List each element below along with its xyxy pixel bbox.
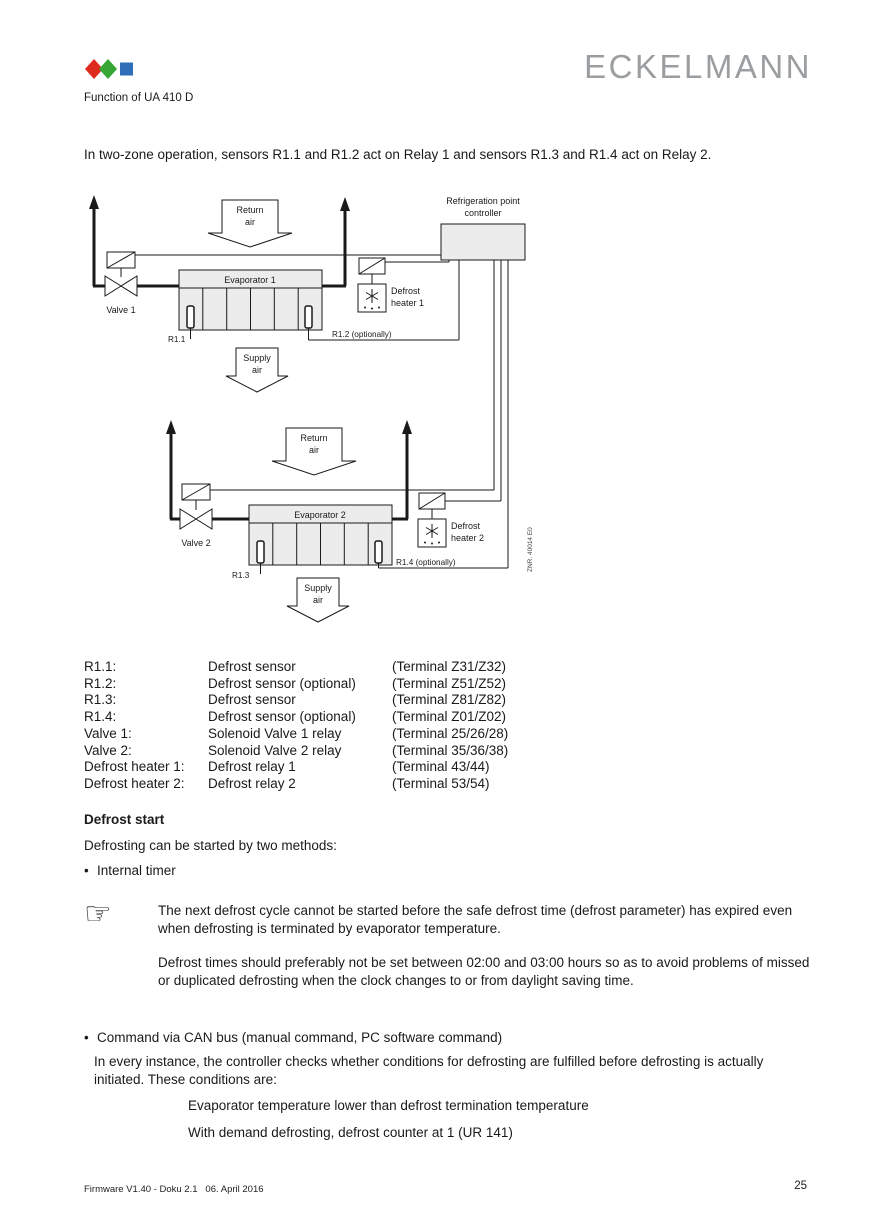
bullet-can-bus-label: Command via CAN bus (manual command, PC software command) — [97, 1030, 503, 1045]
bullet-can-bus — [84, 1030, 502, 1045]
zone2-evaporator-label: Evaporator 2 — [294, 510, 346, 520]
zone1-return-air-arrow — [208, 200, 292, 247]
legend-key: R1.4: — [84, 709, 117, 725]
zone2-liquid-pipe — [166, 420, 180, 519]
zone1-defrost-heater-symbol — [358, 284, 386, 312]
logo-green-diamond-icon — [99, 59, 117, 79]
zone2-defrost-heater-relay — [419, 493, 445, 519]
drawing-number-label: ZNR. 40014 E0 — [527, 527, 534, 572]
two-zone-refrigeration-diagram — [84, 190, 554, 635]
intro-paragraph: In two-zone operation, sensors R1.1 and R1.2 act on Relay 1 and sensors R1.3 and R1.4 act on Relay 2. — [84, 147, 712, 162]
zone1-supply-air-label2: air — [251, 365, 263, 375]
zone1-evaporator-box — [179, 270, 322, 330]
legend-desc: Defrost sensor — [208, 659, 296, 674]
legend-desc: Defrost sensor — [208, 692, 296, 708]
zone1-sensor1-label: R1.1 — [168, 335, 186, 344]
bullet-internal-timer — [84, 863, 176, 878]
signal-legend — [84, 659, 508, 793]
legend-terminal: (Terminal Z81/Z82) — [392, 692, 507, 708]
zone2-return-air-label2: air — [308, 445, 320, 455]
zone1-solenoid-valve-symbol — [105, 276, 179, 296]
legend-terminal: (Terminal Z51/Z52) — [392, 675, 507, 691]
defrost-methods-intro: Defrosting can be started by two methods: — [84, 838, 337, 853]
eckelmann-logo-icon — [84, 56, 136, 82]
zone1-supply-air-label: Supply — [243, 353, 271, 363]
zone1-heater-label2: heater 1 — [391, 298, 425, 308]
zone1-sensor-r12-icon — [305, 306, 312, 328]
legend-desc: Solenoid Valve 2 relay — [208, 742, 342, 758]
zone2-heater-label: Defrost — [451, 521, 481, 531]
bullet-internal-timer-label: Internal timer — [97, 863, 176, 878]
zone1-evaporator-label: Evaporator 1 — [224, 275, 276, 285]
legend-terminal: (Terminal 35/36/38) — [392, 742, 509, 758]
controller-label: Refrigeration point — [446, 196, 520, 206]
zone2-return-air-label: Return — [300, 433, 328, 443]
defrost-condition-2: With demand defrosting, defrost counter at 1 (UR 141) — [188, 1125, 513, 1140]
legend-terminal: (Terminal 43/44) — [392, 759, 490, 775]
legend-terminal: (Terminal Z01/Z02) — [392, 709, 507, 725]
doc-section-title: Function of UA 410 D — [84, 92, 194, 104]
zone1-return-air-label: Return — [236, 205, 264, 215]
zone1-return-air-label2: air — [244, 217, 256, 227]
zone1-liquid-pipe — [89, 195, 105, 286]
zone2-supply-air-label: Supply — [304, 583, 332, 593]
brand-wordmark: ECKELMANN — [584, 48, 812, 85]
defrost-note-block — [158, 902, 818, 990]
zone2-supply-air-arrow — [287, 578, 349, 622]
defrost-conditions-intro: In every instance, the controller checks whether conditions for defrosting are fulfilled before defrosting is actually initiated. These conditions are: — [94, 1054, 764, 1087]
zone2-suction-pipe — [392, 420, 412, 519]
footer-firmware-info: Firmware V1.40 - Doku 2.1 06. April 2016 — [84, 1184, 264, 1195]
footer-page-number: 25 — [794, 1180, 807, 1192]
legend-key: Valve 2: — [84, 742, 132, 758]
defrost-condition-1: Evaporator temperature lower than defrost termination temperature — [188, 1098, 589, 1113]
zone2-valve-label: Valve 2 — [181, 538, 211, 548]
logo-blue-square-icon — [120, 63, 133, 76]
zone2-supply-air-label2: air — [312, 595, 324, 605]
legend-desc: Defrost sensor (optional) — [208, 675, 356, 691]
zone1-suction-pipe — [322, 197, 350, 286]
zone1-defrost-heater-relay — [359, 258, 385, 284]
zone2-sensor1-label: R1.3 — [232, 571, 250, 580]
bullet-icon: • — [84, 1030, 89, 1045]
zone2-return-air-arrow — [272, 428, 356, 475]
controller-label2: controller — [464, 208, 502, 218]
legend-desc: Defrost relay 2 — [208, 775, 296, 791]
legend-key: R1.2: — [84, 675, 117, 691]
legend-terminal: (Terminal 25/26/28) — [392, 725, 509, 741]
pointing-hand-icon: ☞ — [84, 896, 112, 931]
zone1-heater-label: Defrost — [391, 286, 421, 296]
zone2-sensor-r14-icon — [375, 541, 382, 563]
zone2-defrost-heater-symbol — [418, 519, 446, 547]
controller-box — [441, 224, 525, 260]
zone1-valve-label: Valve 1 — [106, 305, 136, 315]
zone2-solenoid-valve-symbol — [180, 509, 249, 529]
zone2-sensor-r13-icon — [257, 541, 264, 563]
defrost-note-1: The next defrost cycle cannot be started before the safe defrost time (defrost parameter) has expired even when defrosting is terminated by evaporator temperature. — [158, 903, 793, 936]
legend-terminal: (Terminal 53/54) — [392, 775, 490, 791]
zone1-valve-relay — [107, 252, 135, 277]
zone1-sensor-r11-icon — [187, 306, 194, 328]
legend-desc: Solenoid Valve 1 relay — [208, 725, 342, 741]
legend-desc: Defrost sensor (optional) — [208, 709, 356, 725]
defrost-start-heading: Defrost start — [84, 812, 165, 827]
zone2-heater-label2: heater 2 — [451, 533, 485, 543]
legend-key: R1.3: — [84, 692, 117, 708]
legend-key: Defrost heater 1: — [84, 759, 185, 775]
legend-desc: Defrost relay 1 — [208, 759, 296, 775]
bullet-icon: • — [84, 863, 89, 878]
legend-key: R1.1: — [84, 659, 117, 674]
defrost-note-2: Defrost times should preferably not be set between 02:00 and 03:00 hours so as to avoid problems of missed or duplicated defrosting when the clock changes to or from daylight saving time. — [158, 955, 810, 988]
legend-terminal: (Terminal Z31/Z32) — [392, 659, 507, 674]
zone1-sensor2-label: R1.2 (optionally) — [332, 330, 392, 339]
zone2-evaporator-box — [249, 505, 392, 565]
legend-key: Defrost heater 2: — [84, 775, 185, 791]
legend-key: Valve 1: — [84, 725, 132, 741]
zone2-sensor2-label: R1.4 (optionally) — [396, 558, 456, 567]
zone2-valve-relay — [182, 484, 210, 510]
zone1-supply-air-arrow — [226, 348, 288, 392]
